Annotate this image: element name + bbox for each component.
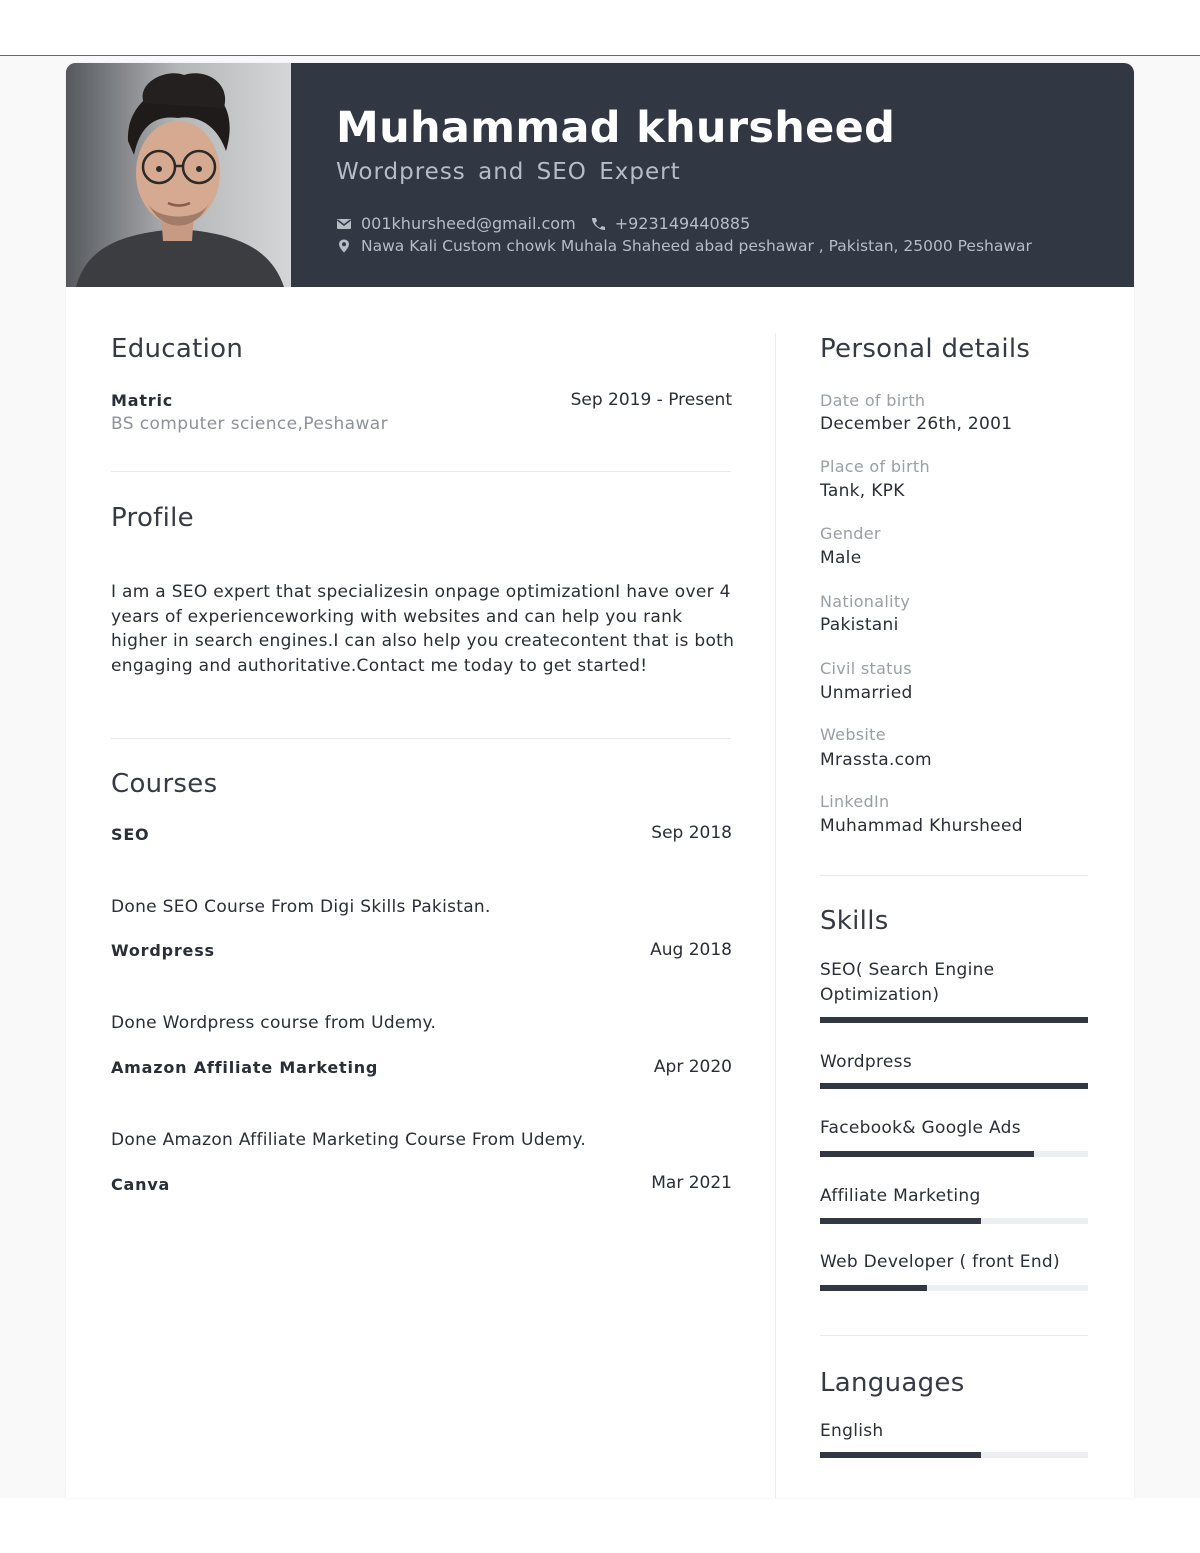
- skill-bar: [820, 1218, 1088, 1224]
- skill-name: Web Developer ( front End): [820, 1252, 1060, 1272]
- course-description: Done Wordpress course from Udemy.: [111, 1013, 437, 1033]
- course-date: Apr 2020: [653, 1057, 732, 1077]
- nationality-value: Pakistani: [820, 615, 899, 635]
- course-name: SEO: [111, 825, 150, 844]
- course-description: Done Amazon Affiliate Marketing Course From Udemy.: [111, 1130, 587, 1150]
- skill-bar-fill: [820, 1151, 1034, 1157]
- skill-name: Facebook& Google Ads: [820, 1118, 1021, 1138]
- location-pin-icon: [336, 239, 352, 253]
- nationality-label: Nationality: [820, 592, 911, 611]
- course-date: Mar 2021: [651, 1173, 732, 1193]
- skill-bar: [820, 1285, 1088, 1291]
- job-title: Wordpress and SEO Expert: [336, 159, 681, 185]
- course-date: Aug 2018: [650, 940, 732, 960]
- dob-value: December 26th, 2001: [820, 414, 1013, 434]
- phone-icon: [590, 217, 606, 231]
- birthplace-value: Tank, KPK: [820, 481, 905, 501]
- education-heading: Education: [111, 334, 244, 364]
- address-line: [336, 237, 1032, 255]
- phone-number[interactable]: +923149440885: [614, 214, 751, 233]
- education-institution: BS computer science,Peshawar: [111, 414, 388, 434]
- skill-name: SEO( Search Engine Optimization): [820, 960, 995, 1005]
- skill-name: Wordpress: [820, 1052, 912, 1072]
- section-divider: [111, 471, 731, 472]
- column-divider: [775, 333, 776, 1498]
- language-name: English: [820, 1421, 884, 1441]
- linkedin-value[interactable]: Muhammad Khursheed: [820, 816, 1023, 836]
- birthplace-label: Place of birth: [820, 457, 930, 476]
- skill-name: Affiliate Marketing: [820, 1186, 981, 1206]
- course-name: Canva: [111, 1175, 171, 1194]
- address-text: Nawa Kali Custom chowk Muhala Shaheed abad peshawar , Pakistan, 25000 Peshawar: [361, 237, 1032, 255]
- skill-bar: [820, 1017, 1088, 1023]
- dob-label: Date of birth: [820, 391, 926, 410]
- gender-label: Gender: [820, 524, 881, 543]
- civil-status-label: Civil status: [820, 659, 912, 678]
- skill-bar-fill: [820, 1017, 1088, 1023]
- education-degree: Matric: [111, 391, 174, 410]
- skill-bar-fill: [820, 1285, 927, 1291]
- language-bar-fill: [820, 1452, 981, 1458]
- language-bar: [820, 1452, 1088, 1458]
- section-divider: [820, 875, 1088, 876]
- course-name: Wordpress: [111, 941, 215, 960]
- section-divider: [111, 738, 731, 739]
- email-icon: [336, 217, 352, 231]
- resume-sheet: [66, 63, 1134, 1498]
- full-name: Muhammad khursheed: [336, 103, 896, 153]
- course-description: Done SEO Course From Digi Skills Pakistan.: [111, 897, 491, 917]
- section-divider: [820, 1335, 1088, 1336]
- email-link[interactable]: 001khursheed@gmail.com: [361, 214, 576, 233]
- personal-details-heading: Personal details: [820, 334, 1031, 364]
- profile-heading: Profile: [111, 503, 194, 533]
- skill-bar-fill: [820, 1083, 1088, 1089]
- education-date: Sep 2019 - Present: [570, 390, 732, 410]
- civil-status-value: Unmarried: [820, 683, 913, 703]
- linkedin-label: LinkedIn: [820, 792, 890, 811]
- profile-summary: I am a SEO expert that specializesin onpage optimizationI have over 4 years of experienceworking with websites and can help you rank higher in search engines.I can also help you createcontent that is both engaging and authoritative.Contact me today to get started!: [111, 582, 735, 676]
- course-name: Amazon Affiliate Marketing: [111, 1058, 379, 1077]
- skill-bar: [820, 1083, 1088, 1089]
- profile-photo: [66, 63, 291, 287]
- skill-bar-fill: [820, 1218, 981, 1224]
- resume-header: [66, 63, 1134, 287]
- courses-heading: Courses: [111, 769, 218, 799]
- gender-value: Male: [820, 548, 862, 568]
- course-date: Sep 2018: [651, 823, 732, 843]
- website-value[interactable]: Mrassta.com: [820, 750, 932, 770]
- skill-bar: [820, 1151, 1088, 1157]
- website-label: Website: [820, 725, 886, 744]
- contact-line: [336, 214, 750, 233]
- skills-heading: Skills: [820, 906, 889, 936]
- languages-heading: Languages: [820, 1368, 965, 1398]
